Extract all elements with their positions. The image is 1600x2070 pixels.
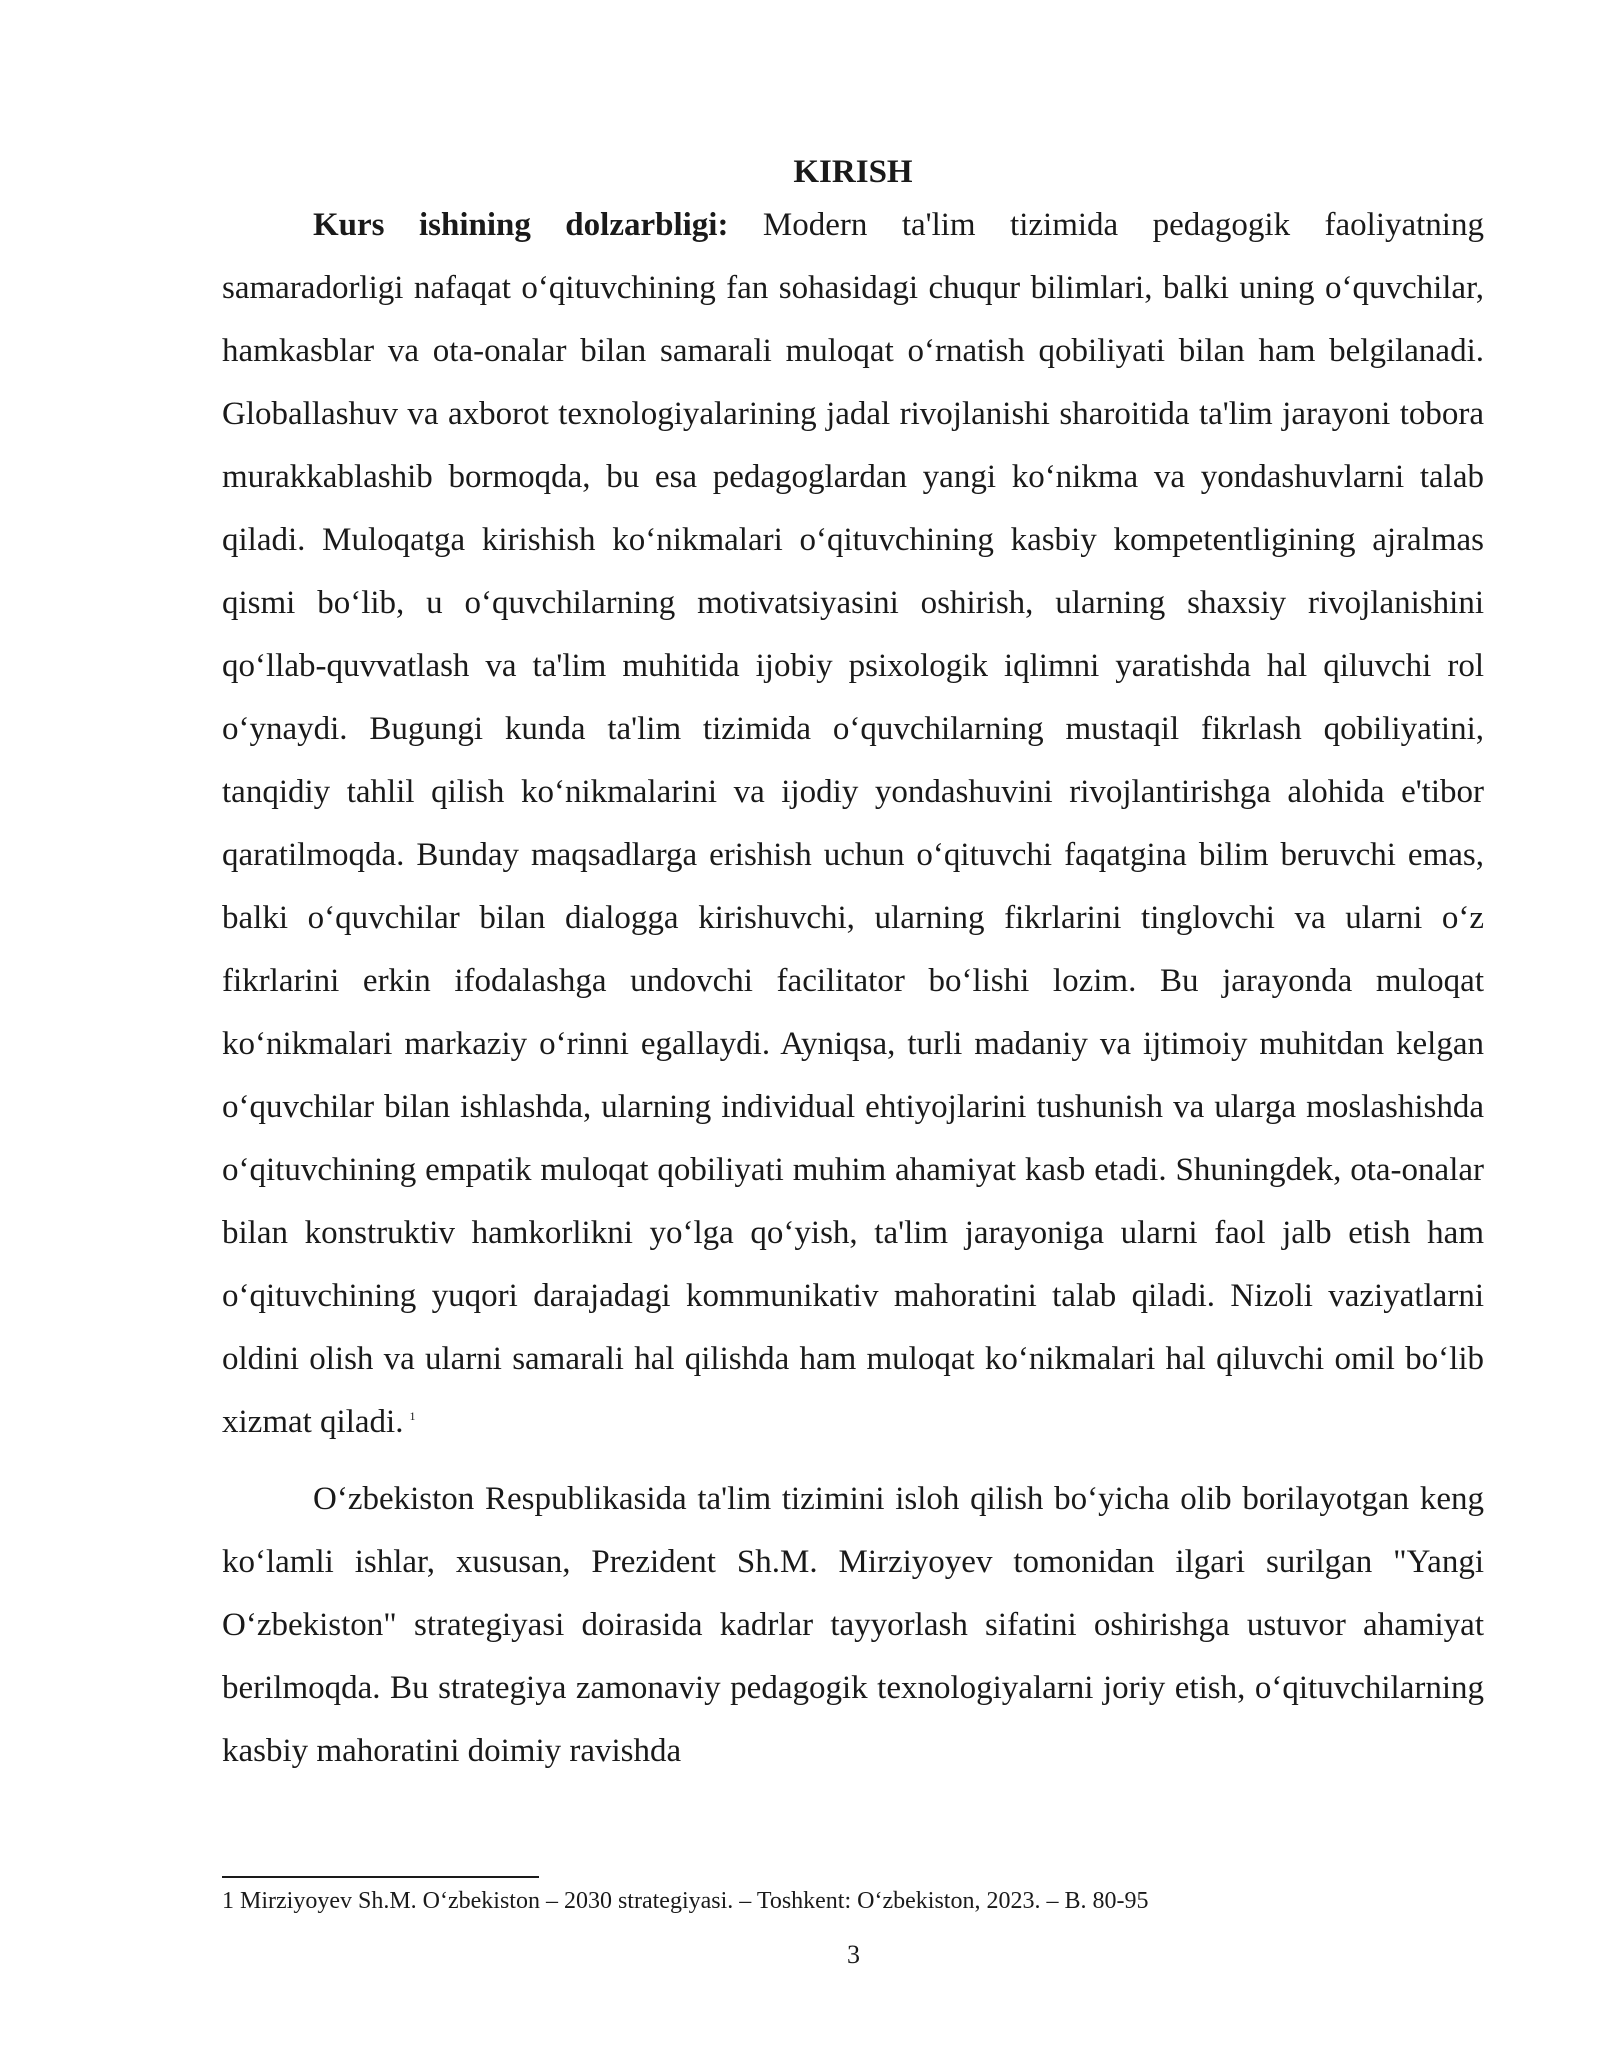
page-number: 3	[847, 1940, 860, 1969]
paragraph-text: Modern ta'lim tizimida pedagogik faoliyatning samaradorligi nafaqat o‘qituvchining fan sohasidagi chuqur bilimlari, balki uning o‘quvchilar, hamkasblar va ota-onalar bilan samarali muloqat o‘rnatish qobiliyati bilan ham belgilanadi. Globallashuv va axborot texnologiyalarining jadal rivojlanishi sharoitida ta'lim jarayoni tobora murakkablashib bormoqda, bu esa pedagoglardan yangi ko‘nikma va yondashuvlarni talab qiladi. Muloqatga kirishish ko‘nikmalari o‘qituvchining kasbiy kompetentligining ajralmas qismi bo‘lib, u o‘quvchilarning motivatsiyasini oshirish, ularning shaxsiy rivojlanishini qo‘llab-quvvatlash va ta'lim muhitida ijobiy psixologik iqlimni yaratishda hal qiluvchi rol o‘ynaydi. Bugungi kunda ta'lim tizimida o‘quvchilarning mustaqil fikrlash qobiliyatini, tanqidiy tahlil qilish ko‘nikmalarini va ijodiy yondashuvini rivojlantirishga alohida e'tibor qaratilmoqda. Bunday maqsadlarga erishish uchun o‘qituvchi faqatgina bilim beruvchi emas, balki o‘quvchilar bilan dialogga kirishuvchi, ularning fikrlarini tinglovchi va ularni o‘z fikrlarini erkin ifodalashga undovchi facilitator bo‘lishi lozim. Bu jarayonda muloqat ko‘nikmalari markaziy o‘rinni egallaydi. Ayniqsa, turli madaniy va ijtimoiy muhitdan kelgan o‘quvchilar bilan ishlashda, ularning individual ehtiyojlarini tushunish va ularga moslashishda o‘qituvchining empatik muloqat qobiliyati muhim ahamiyat kasb etadi. Shuningdek, ota-onalar bilan konstruktiv hamkorlikni yo‘lga qo‘yish, ta'lim jarayoniga ularni faol jalb etish ham o‘qituvchining yuqori darajadagi kommunikativ mahoratini talab qiladi. Nizoli vaziyatlarni oldini olish va ularni samarali hal qilishda ham muloqat ko‘nikmalari hal qiluvchi omil bo‘lib xizmat qiladi.	[222, 207, 1484, 1440]
paragraph-relevance	[222, 194, 1484, 1454]
paragraph-reforms	[222, 1468, 1484, 1783]
section-heading: KIRISH	[793, 154, 913, 190]
footnote-number: 1	[222, 1888, 234, 1914]
footnote-reference[interactable]: 1	[409, 1409, 416, 1423]
footnote	[222, 1886, 1484, 1916]
footnote-text: Mirziyoyev Sh.M. O‘zbekiston – 2030 strategiyasi. – Toshkent: O‘zbekiston, 2023. – B. 80-95	[234, 1888, 1149, 1914]
footnote-separator	[222, 1876, 539, 1878]
paragraph-lead: Kurs ishining dolzarbligi:	[313, 207, 729, 243]
document-body	[222, 152, 1484, 1783]
paragraph-text: O‘zbekiston Respublikasida ta'lim tizimini isloh qilish bo‘yicha olib borilayotgan keng ko‘lamli ishlar, xususan, Prezident Sh.M. Mirziyoyev tomonidan ilgari surilgan "Yangi O‘zbekiston" strategiyasi doirasida kadrlar tayyorlash sifatini oshirishga ustuvor ahamiyat berilmoqda. Bu strategiya zamonaviy pedagogik texnologiyalarni joriy etish, o‘qituvchilarning kasbiy mahoratini doimiy ravishda	[222, 1481, 1484, 1769]
